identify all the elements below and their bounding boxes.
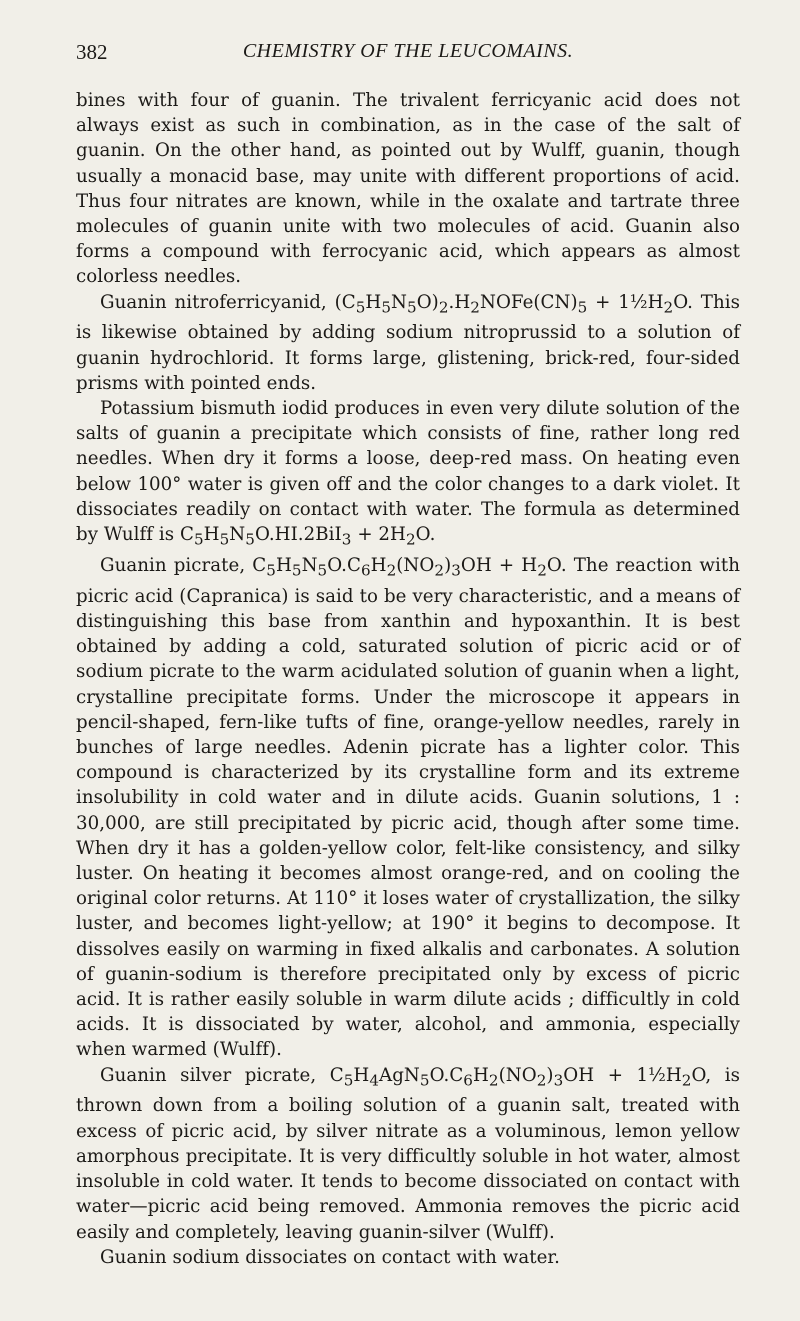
paragraph: Guanin picrate, $C_5H_5N_5O.C_6H_2(NO_2)_3OH + H_2O$. The reaction with picric acid (Capranica) is said to be very characteristic, and a means of distinguishing this base from xanthin and hypoxanthin. It is best obtained by adding a cold, saturated solution of picric acid or of sodium picrate to the warm acidulated solution of guanin when a light, crystalline precipitate forms. Under the microscope it appears in pencil-shaped, fern-like tufts of fine, orange-yellow needles, rarely in bunches of large needles. Adenin picrate has a lighter color. This compound is characterized by its crystalline form and its extreme insolubility in cold water and in dilute acids. Guanin solutions, 1 : 30,000, are still precipitated by picric acid, though after some time. When dry it has a golden-yellow color, felt-like consistency, and silky luster. On heating it becomes almost orange-red, and on cooling the original color returns. At 110° it loses water of crystallization, the silky luster, and becomes light-yellow; at 190° it begins to decompose. It dissolves easily on warming in fixed alkalis and carbonates. A solution of guanin-sodium is therefore precipitated only by excess of picric acid. It is rather easily soluble in warm dilute acids ; difficultly in cold acids. It is dissociated by water, alcohol, and ammonia, especially when warmed (Wulff).: [76, 554, 741, 1061]
paragraph: bines with four of guanin. The trivalent ferricyanic acid does not always exist as such in combination, as in the case of the salt of guanin. On the other hand, as pointed out by Wulff, guanin, though usually a monacid base, may unite with different proportions of acid. Thus four nitrates are known, while in the oxalate and tartrate three molecules of guanin unite with two molecules of acid. Guanin also forms a compound with ferrocyanic acid, which appears as almost colorless needles.: [76, 90, 740, 288]
paragraph: Guanin sodium dissociates on contact with water.: [100, 1246, 560, 1268]
page-number: 382: [76, 40, 108, 64]
running-title: CHEMISTRY OF THE LEUCOMAINS.: [242, 40, 574, 62]
paragraph: Potassium bismuth iodid produces in even very dilute solution of the salts of guanin a precipitate which consists of fine, rather long red needles. When dry it forms a loose, deep-red mass. On heating even below 100° water is given off and the color changes to a dark violet. It dissociates readily on contact with water. The formula as determined by Wulff is $C_5H_5N_5O.HI.2BiI_3 + 2H_2O$.: [76, 398, 740, 549]
paragraph: Guanin nitroferricyanid, $(C_5H_5N_5O)_2.H_2NOFe(CN)_5$ + $1\frac{1}{2}H_2O$. This is likewise obtained by adding sodium nitroprussid to a solution of guanin hydrochlorid. It forms large, glistening, brick-red, four-sided prisms with pointed ends.: [76, 291, 740, 394]
page-header: [76, 40, 740, 70]
paragraph: Guanin silver picrate, $C_5H_4AgN_5O.C_6H_2(NO_2)_3OH$ + $1\frac{1}{2}H_2O$, is thrown down from a boiling solution of a guanin salt, treated with excess of picric acid, by silver nitrate as a voluminous, lemon yellow amorphous precipitate. It is very difficultly soluble in hot water, almost insoluble in cold water. It tends to become dissociated on contact with water—picric acid being removed. Ammonia removes the picric acid easily and completely, leaving guanin-silver (Wulff).: [76, 1064, 741, 1243]
body-text: [76, 88, 740, 1270]
